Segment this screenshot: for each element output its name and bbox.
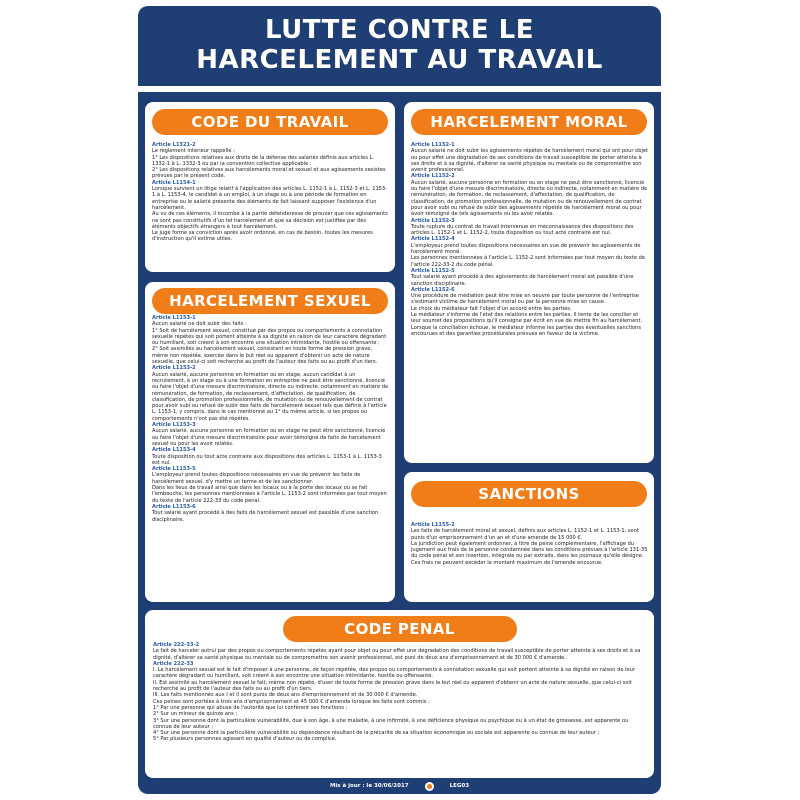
article-text: II. Est assimilé au harcèlement sexuel le fait, même non répété, d'user de toute forme de pression grave dans le but réel ou apparent d'obtenir un acte de nature sexuelle, que celui-ci soit recherché au profit de l'auteur des faits ou au profit d'un tiers.: [153, 679, 632, 693]
poster-title: [138, 6, 661, 84]
article-reference: Article L1153-6: [152, 503, 196, 510]
panel-code-du-travail: [145, 102, 395, 272]
article-reference: Article 222-33-2: [153, 642, 200, 648]
article-text: III. Les faits mentionnés aux I et II sont punis de deux ans d'emprisonnement et de 30 000 € d'amende.: [153, 692, 418, 699]
body-harcelement-moral: [411, 142, 648, 460]
article-text: Dans les lieux de travail ainsi que dans les locaux ou à la porte des locaux où se fait l'embauche, les personnes mentionnées à l'article L. 1153-2 sont informées par tout moyen du texte de l'article 222-33 du code pénal.: [152, 485, 387, 504]
logo-icon: [425, 782, 434, 791]
article-reference: Article L1152-6: [411, 286, 455, 293]
article-text: Ces peines sont portées à trois ans d'emprisonnement et 45 000 € d'amende lorsque les faits sont commis :: [153, 698, 430, 705]
heading-harcelement-sexuel: HARCELEMENT SEXUEL: [152, 288, 388, 314]
body-harcelement-sexuel: [152, 315, 389, 599]
article-reference: Article L1152-5: [411, 267, 455, 274]
article-text: Le fait de harceler autrui par des propos ou comportements répétés ayant pour objet ou pour effet une dégradation des conditions de travail susceptible de porter atteinte à ses droits et à sa dignité, d'altérer sa santé physique ou mentale ou de compromettre son avenir professionnel, est puni de deux ans d'emprisonnement et de 30 000 € d'amende.: [153, 648, 641, 661]
article-text: Lorsque la conciliation échoue, le médiateur informe les parties des éventuelles sanctions encourues et des garanties procédurales prévues en faveur de la victime.: [411, 324, 641, 337]
heading-code-du-travail: CODE DU TRAVAIL: [152, 109, 388, 135]
panel-harcelement-moral: [404, 102, 654, 463]
article-text: Une procédure de médiation peut être mise en oeuvre par toute personne de l'entreprise s'estimant victime de harcèlement moral ou par la personne mise en cause.: [411, 293, 639, 306]
article-text: Le règlement intérieur rappelle :: [152, 148, 235, 155]
title-line-2: HARCELEMENT AU TRAVAIL: [196, 45, 603, 75]
title-divider: [138, 86, 661, 92]
article-text: Aucun salarié ne doit subir les agissements répétés de harcèlement moral qui ont pour objet ou pour effet une dégradation de ses conditions de travail susceptible de porter atteinte à ses droits et à sa dignité, d'altérer sa santé physique ou mentale ou de compromettre son avenir professionnel.: [411, 148, 648, 174]
article-text: 2° Sur un mineur de quinze ans ;: [153, 711, 238, 718]
article-text: Aucun salarié, aucune personne en formation ou en stage ne peut être sanctionné, licencié ou faire l'objet d'une mesure discriminatoire pour avoir témoigné de faits de harcèlement sexuel ou pour les avoir relatés.: [152, 428, 386, 447]
article-text: 3° Sur une personne dont la particulière vulnérabilité, due à son âge, à une maladie, à une infirmité, à une déficience physique ou psychique ou à un état de grossesse, est apparente ou connue de leur auteur ;: [153, 717, 629, 730]
article-reference: Article L1153-5: [152, 466, 196, 473]
article-text: Les personnes mentionnées à l'article L. 1152-2 sont informées par tout moyen du texte de l'article 222-33-2 du code pénal.: [411, 255, 646, 268]
article-text: 1° Les dispositions relatives aux droits de la défense des salariés définis aux articles L. 1332-1 à L. 1332-3 ou par la convention collective applicable ;: [152, 154, 374, 167]
article-text: Aucun salarié, aucune personne en formation ou en stage ne peut être sanctionné, licencié ou faire l'objet d'une mesure discriminatoire, directe ou indirecte, notamment en matière de rémunération, de formation, de reclassement, d'affectation, de qualification, de classification, de promotion professionnelle, de mutation ou de renouvellement de contrat pour avoir subi ou refusé de subir des agissements répétés de harcèlement moral ou pour avoir témoigné de tels agissements ou les avoir relatés.: [411, 179, 648, 218]
article-reference: Article L1152-1: [411, 142, 455, 148]
body-sanctions: [411, 522, 648, 599]
body-code-penal: [153, 642, 646, 776]
reference-code: LEG03: [449, 783, 470, 789]
article-reference: Article L1153-1: [152, 315, 196, 321]
heading-code-penal: CODE PENAL: [283, 616, 517, 642]
poster: [138, 6, 661, 794]
article-text: Le médiateur s'informe de l'état des relations entre les parties. Il tente de les concilier et leur soumet des propositions qu'il consigne par écrit en vue de mettre fin au harcèlement.: [411, 312, 643, 325]
article-text: 4° Sur une personne dont la particulière vulnérabilité ou dépendance résultant de la précarité de sa situation économique ou sociale est apparente ou connue de leur auteur ;: [153, 730, 600, 737]
article-reference: Article L1153-4: [152, 447, 196, 454]
article-reference: Article L1154-1: [152, 179, 196, 186]
article-reference: Article L1153-2: [152, 365, 196, 372]
article-text: Lorsque survient un litige relatif à l'application des articles L. 1152-1 à L. 1152-3 et L. 1153-1 à L. 1153-4, le candidat à un emploi, à un stage ou à une période de formation en entreprise ou le salarié présente des éléments de fait laissant supposer l'existence d'un harcèlement.: [152, 186, 388, 211]
article-text: La juridiction peut également ordonner, à titre de peine complémentaire, l'affichage du jugement aux frais de la personne condamnée dans les conditions prévues à l'article 131-35 du code pénal et son insertion, intégrale ou par extraits, dans les journaux qu'elle désigne. Ces frais ne peuvent excéder le montant maximum de l'amende encourue.: [411, 540, 648, 566]
panel-code-penal: [145, 610, 654, 778]
article-text: I. Le harcèlement sexuel est le fait d'imposer à une personne, de façon répétée, des propos ou comportements à connotation sexuelle qui soit portent atteinte à sa dignité en raison de leur caractère dégradant ou humiliant, soit créent à son encontre une situation intimidante, hostile ou offensante.: [153, 667, 636, 680]
article-text: 2° Les dispositions relatives aux harcèlements moral et sexuel et aux agissements sexistes prévues par le présent code.: [152, 167, 386, 180]
article-text: L'employeur prend toutes dispositions nécessaires en vue de prévenir les agissements de harcèlement moral.: [411, 242, 641, 256]
article-text: 5° Par plusieurs personnes agissant en qualité d'auteur ou de complice.: [153, 736, 337, 743]
article-reference: Article L1321-2: [152, 142, 196, 148]
body-code-du-travail: [152, 142, 389, 268]
article-text: 2° Soit assimilés au harcèlement sexuel, consistant en toute forme de pression grave, même non répétée, exercée dans le but réel ou apparent d'obtenir un acte de nature sexuelle, que celui-ci soit recherché au profit de l'auteur des faits ou au profit d'un tiers.: [152, 346, 378, 366]
article-reference: Article L1152-3: [411, 217, 455, 224]
heading-sanctions: SANCTIONS: [411, 481, 647, 507]
article-text: Les faits de harcèlement moral et sexuel, définis aux articles L. 1152-1 et L. 1153-1, sont punis d'un emprisonnement d'un an et d'une amende de 15 000 €.: [411, 528, 639, 541]
panel-harcelement-sexuel: [145, 282, 395, 602]
article-text: 1° Par une personne qui abuse de l'autorité que lui confèrent ses fonctions ;: [153, 704, 348, 711]
article-text: Aucun salarié ne doit subir des faits :: [152, 321, 247, 328]
heading-harcelement-moral: HARCELEMENT MORAL: [411, 109, 647, 135]
article-text: Toute disposition ou tout acte contraire aux dispositions des articles L. 1153-1 à L. 1153-3 est nul.: [152, 453, 382, 466]
article-text: Le choix du médiateur fait l'objet d'un accord entre les parties.: [411, 305, 572, 312]
title-line-1: LUTTE CONTRE LE: [265, 15, 534, 45]
article-text: Aucun salarié, aucune personne en formation ou en stage, aucun candidat à un recrutement, à un stage ou à une formation en entreprise ne peut être sanctionné, licencié ou faire l'objet d'une mesure discriminatoire, directe ou indirecte, notamment en matière de rémunération, de formation, de reclassement, d'affectation, de qualification, de classification, de promotion professionnelle, de mutation ou de renouvellement de contrat pour avoir subi ou refusé de subir des faits de harcèlement sexuel tels que définis à l'article L. 1153-1, y compris, dans le cas mentionné au 1° du même article, si les propos ou comportements n'ont pas été répétés.: [152, 371, 389, 422]
poster-footer: [138, 778, 661, 794]
article-reference: Article L1152-2: [411, 173, 455, 180]
article-reference: Article L1153-3: [152, 422, 196, 429]
article-reference: Article L1152-4: [411, 236, 455, 243]
article-text: 1° Soit de harcèlement sexuel, constitué par des propos ou comportements à connotation sexuelle répétés qui soit portent atteinte à sa dignité en raison de leur caractère dégradant ou humiliant, soit créent à son encontre une situation intimidante, hostile ou offensante ;: [152, 327, 387, 347]
article-text: Au vu de ces éléments, il incombe à la partie défenderesse de prouver que ces agissements ne sont pas constitutifs d'un tel harcèlement et que sa décision est justifiée par des éléments objectifs étrangers à tout harcèlement.: [152, 211, 388, 230]
panel-sanctions: [404, 472, 654, 602]
article-text: Tout salarié ayant procédé à des agissements de harcèlement moral est passible d'une sanction disciplinaire.: [411, 274, 634, 287]
article-text: Tout salarié ayant procédé à des faits de harcèlement sexuel est passible d'une sanction disciplinaire.: [152, 510, 379, 523]
update-date: Mis à jour : le 30/06/2017: [329, 783, 409, 789]
article-text: Toute rupture du contrat de travail intervenue en méconnaissance des dispositions des articles L. 1152-1 et L. 1152-2, toute disposition ou tout acte contraire est nul.: [411, 223, 634, 237]
article-reference: Article L1155-2: [411, 522, 455, 528]
article-text: L'employeur prend toutes dispositions nécessaires en vue de prévenir les faits de harcèlement sexuel, d'y mettre un terme et de les sanctionner.: [152, 472, 361, 485]
article-reference: Article 222-33: [153, 660, 194, 667]
article-text: Le juge forme sa conviction après avoir ordonné, en cas de besoin, toutes les mesures d'instruction qu'il estime utiles.: [152, 230, 373, 243]
